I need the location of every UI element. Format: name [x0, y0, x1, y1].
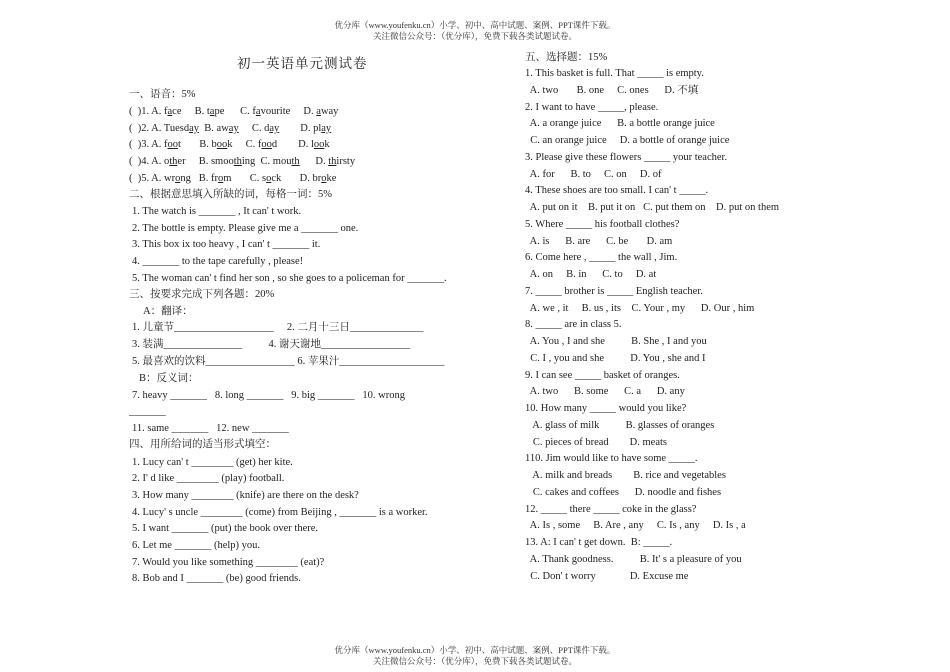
section-2-heading: 二、根据意思填入所缺的词，每格一词：5% — [129, 189, 332, 200]
question-line: 5. Where _____ his football clothes? — [525, 218, 680, 230]
question-line: 4. These shoes are too small. I can' t _____. — [525, 185, 709, 197]
section-1-heading: 一、语音：5% — [129, 89, 196, 100]
fill-item: 3. This box ix too heavy , I can' t _______ it. — [132, 239, 321, 250]
page-footer — [0, 645, 950, 667]
verb-item: 8. Bob and I _______ (be) good friends. — [132, 573, 301, 584]
options-line: A. two B. one C. ones D. 不填 — [525, 84, 699, 96]
fill-item: 4. _______ to the tape carefully , please! — [132, 256, 304, 267]
verb-item: 6. Let me _______ (help) you. — [132, 540, 261, 551]
verb-item: 2. I' d like ________ (play) football. — [132, 473, 285, 484]
options-line: A. on B. in C. to D. at — [525, 269, 657, 280]
section-3-heading: 三、按要求完成下列各题：20% — [129, 289, 275, 300]
fill-item: 2. The bottle is empty. Please give me a _______ one. — [132, 223, 359, 234]
phonetics-item: ( )3. A. foot B. book C. food D. look — [129, 139, 330, 151]
verb-item: 4. Lucy' s uncle ________ (come) from Beijing , _______ is a worker. — [132, 507, 428, 518]
options-line: C. cakes and coffees D. noodle and fishes — [525, 486, 722, 498]
verb-item: 5. I want _______ (put) the book over there. — [132, 523, 319, 534]
question-line: 10. How many _____ would you like? — [525, 403, 687, 414]
options-line: A. we , it B. us , its C. Your , my D. Our , him — [525, 302, 755, 314]
footer-line-2: 关注微信公众号：（优分库），免费下载各类试题试卷。 — [372, 656, 577, 666]
header-line-2: 关注微信公众号：（优分库），免费下载各类试题试卷。 — [372, 31, 577, 41]
options-line: C. I , you and she D. You , she and I — [525, 352, 706, 364]
options-line: A. two B. some C. a D. any — [525, 386, 685, 398]
question-line: 8. _____ are in class 5. — [525, 319, 622, 331]
options-line: C. Don' t worry D. Excuse me — [525, 570, 689, 582]
fill-item: 1. The watch is _______ , It can' t work. — [132, 206, 302, 217]
fill-item: 5. The woman can' t find her son , so she goes to a policeman for _______. — [132, 273, 447, 284]
antonym-row: 11. same _______ 12. new _______ — [132, 423, 289, 434]
translation-row: 5. 最喜欢的饮料_________________ 6. 苹果汁____________________ — [132, 356, 445, 367]
options-line: C. pieces of bread D. meats — [525, 436, 668, 448]
question-line: 7. _____ brother is _____ English teacher. — [525, 285, 703, 297]
options-line: A. Is , some B. Are , any C. Is , any D. Is , a — [525, 520, 746, 532]
footer-line-1: 优分库（www.youfenku.cn）小学、初中、高中试题、案例、PPT课件下载。 — [334, 645, 616, 655]
page-title: 初一英语单元测试卷 — [237, 56, 368, 71]
question-line: 110. Jim would like to have some _____. — [525, 453, 698, 465]
question-line: 12. _____ there _____ coke in the glass? — [525, 503, 697, 515]
verb-item: 7. Would you like something ________ (eat)? — [132, 557, 325, 568]
page-header — [0, 20, 950, 42]
options-line: A. for B. to C. on D. of — [525, 168, 662, 180]
antonym-row: _______ — [129, 406, 166, 417]
verb-item: 3. How many ________ (knife) are there on the desk? — [132, 490, 359, 501]
question-line: 1. This basket is full. That _____ is empty. — [525, 68, 704, 79]
section-5-heading: 五、选择题：15% — [525, 52, 608, 63]
translation-label: A：翻译： — [143, 306, 193, 317]
phonetics-item: ( )1. A. face B. tape C. favourite D. away — [129, 106, 339, 117]
options-line: A. Thank goodness. B. It' s a pleasure of you — [525, 553, 742, 565]
phonetics-item: ( )5. A. wrong B. from C. sock D. broke — [129, 172, 337, 184]
antonym-row: 7. heavy _______ 8. long _______ 9. big _______ 10. wrong — [132, 390, 405, 401]
options-line: A. put on it B. put it on C. put them on D. put on them — [525, 202, 780, 213]
translation-row: 3. 装满_______________ 4. 谢天谢地_________________ — [132, 339, 411, 350]
options-line: A. is B. are C. be D. am — [525, 235, 673, 247]
options-line: A. glass of milk B. glasses of oranges — [525, 419, 715, 431]
options-line: A. a orange juice B. a bottle orange juice — [525, 118, 715, 130]
phonetics-item: ( )2. A. Tuesday B. away C. day D. play — [129, 122, 332, 134]
question-line: 13. A: I can' t get down. B: _____. — [525, 537, 673, 548]
question-line: 3. Please give these flowers _____ your teacher. — [525, 151, 728, 163]
antonym-label: B：反义词： — [139, 373, 199, 384]
options-line: A. You , I and she B. She , I and you — [525, 336, 707, 347]
header-line-1: 优分库（www.youfenku.cn）小学、初中、高中试题、案例、PPT课件下载。 — [334, 20, 616, 30]
options-line: C. an orange juice D. a bottle of orange juice — [525, 135, 730, 146]
phonetics-item: ( )4. A. other B. smoothing C. mouth D. thirsty — [129, 156, 356, 168]
options-line: A. milk and breads B. rice and vegetables — [525, 470, 726, 481]
question-line: 6. Come here , _____ the wall , Jim. — [525, 252, 678, 264]
question-line: 2. I want to have _____, please. — [525, 101, 659, 113]
verb-item: 1. Lucy can' t ________ (get) her kite. — [132, 457, 293, 468]
question-line: 9. I can see _____ basket of oranges. — [525, 369, 680, 381]
section-4-heading: 四、用所给词的适当形式填空： — [129, 439, 276, 450]
translation-row: 1. 儿童节___________________ 2. 二月十三日______________ — [132, 322, 424, 333]
